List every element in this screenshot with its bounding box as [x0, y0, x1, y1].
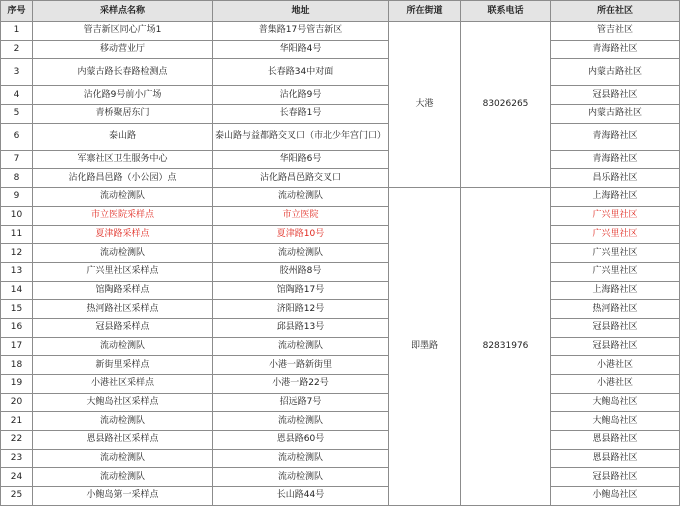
row-number-cell: 21 — [1, 412, 33, 431]
sampling-point-name-cell: 泰山路 — [33, 123, 213, 150]
address-cell: 长春路1号 — [213, 105, 389, 124]
community-cell: 昌乐路社区 — [551, 169, 680, 188]
table-row — [1, 431, 680, 450]
row-number-cell: 17 — [1, 337, 33, 356]
sampling-point-name-cell: 热河路社区采样点 — [33, 300, 213, 319]
street-cell: 大港 — [389, 22, 461, 188]
phone-cell: 83026265 — [461, 22, 551, 188]
community-cell: 小港社区 — [551, 375, 680, 394]
community-cell: 上海路社区 — [551, 281, 680, 300]
community-cell: 冠县路社区 — [551, 318, 680, 337]
sampling-point-name-cell: 流动检测队 — [33, 188, 213, 207]
row-number-cell: 12 — [1, 244, 33, 263]
sampling-point-name-cell: 流动检测队 — [33, 412, 213, 431]
address-cell: 流动检测队 — [213, 449, 389, 468]
phone-cell: 82831976 — [461, 188, 551, 506]
table-row — [1, 300, 680, 319]
row-number-cell: 4 — [1, 86, 33, 105]
address-cell: 沾化路9号 — [213, 86, 389, 105]
address-cell: 济阳路12号 — [213, 300, 389, 319]
row-number-cell: 14 — [1, 281, 33, 300]
sampling-point-name-cell: 内蒙古路长春路检测点 — [33, 59, 213, 86]
row-number-cell: 20 — [1, 393, 33, 412]
row-number-cell: 24 — [1, 468, 33, 487]
sampling-point-name-cell: 管吉新区同心广场1 — [33, 22, 213, 41]
row-number-cell: 23 — [1, 449, 33, 468]
table-row — [1, 468, 680, 487]
row-number-cell: 19 — [1, 375, 33, 394]
community-cell: 大鲍岛社区 — [551, 393, 680, 412]
address-cell: 流动检测队 — [213, 244, 389, 263]
table-row — [1, 123, 680, 150]
col-header-address: 地址 — [213, 1, 389, 22]
community-cell: 冠县路社区 — [551, 337, 680, 356]
row-number-cell: 3 — [1, 59, 33, 86]
table-row — [1, 449, 680, 468]
sampling-point-name-cell: 军寨社区卫生服务中心 — [33, 150, 213, 169]
row-number-cell: 11 — [1, 225, 33, 244]
sampling-point-name-cell: 大鲍岛社区采样点 — [33, 393, 213, 412]
community-cell: 广兴里社区 — [551, 244, 680, 263]
col-header-name: 采样点名称 — [33, 1, 213, 22]
table-row — [1, 22, 680, 41]
row-number-cell: 7 — [1, 150, 33, 169]
row-number-cell: 18 — [1, 356, 33, 375]
sampling-point-name-cell: 市立医院采样点 — [33, 206, 213, 225]
address-cell: 胶州路8号 — [213, 262, 389, 281]
col-header-phone: 联系电话 — [461, 1, 551, 22]
table-row — [1, 169, 680, 188]
sampling-point-name-cell: 新街里采样点 — [33, 356, 213, 375]
address-cell: 沾化路昌邑路交叉口 — [213, 169, 389, 188]
row-number-cell: 22 — [1, 431, 33, 450]
table-row — [1, 487, 680, 506]
sampling-point-name-cell: 馆陶路采样点 — [33, 281, 213, 300]
row-number-cell: 8 — [1, 169, 33, 188]
table-row — [1, 281, 680, 300]
address-cell: 市立医院 — [213, 206, 389, 225]
sampling-point-name-cell: 夏津路采样点 — [33, 225, 213, 244]
community-cell: 大鲍岛社区 — [551, 412, 680, 431]
header-row — [1, 1, 680, 22]
table-row — [1, 206, 680, 225]
sampling-point-name-cell: 流动检测队 — [33, 468, 213, 487]
sampling-point-name-cell: 青桥聚居东门 — [33, 105, 213, 124]
sampling-point-name-cell: 恩县路社区采样点 — [33, 431, 213, 450]
table-row — [1, 105, 680, 124]
sampling-point-name-cell: 沾化路9号前小广场 — [33, 86, 213, 105]
address-cell: 馆陶路17号 — [213, 281, 389, 300]
community-cell: 小鲍岛社区 — [551, 487, 680, 506]
community-cell: 广兴里社区 — [551, 225, 680, 244]
col-header-community: 所在社区 — [551, 1, 680, 22]
community-cell: 小港社区 — [551, 356, 680, 375]
community-cell: 冠县路社区 — [551, 86, 680, 105]
col-header-no: 序号 — [1, 1, 33, 22]
table-row — [1, 393, 680, 412]
table-row — [1, 150, 680, 169]
table-row — [1, 337, 680, 356]
community-cell: 内蒙古路社区 — [551, 105, 680, 124]
row-number-cell: 10 — [1, 206, 33, 225]
address-cell: 恩县路60号 — [213, 431, 389, 450]
row-number-cell: 9 — [1, 188, 33, 207]
address-cell: 长春路34中对面 — [213, 59, 389, 86]
community-cell: 恩县路社区 — [551, 449, 680, 468]
row-number-cell: 25 — [1, 487, 33, 506]
table-row — [1, 188, 680, 207]
community-cell: 青海路社区 — [551, 123, 680, 150]
sampling-point-name-cell: 冠县路采样点 — [33, 318, 213, 337]
address-cell: 邱县路13号 — [213, 318, 389, 337]
row-number-cell: 15 — [1, 300, 33, 319]
community-cell: 内蒙古路社区 — [551, 59, 680, 86]
sampling-point-name-cell: 小鲍岛第一采样点 — [33, 487, 213, 506]
address-cell: 华阳路6号 — [213, 150, 389, 169]
table-row — [1, 59, 680, 86]
address-cell: 流动检测队 — [213, 468, 389, 487]
address-cell: 小港一路新街里 — [213, 356, 389, 375]
community-cell: 热河路社区 — [551, 300, 680, 319]
address-cell: 流动检测队 — [213, 412, 389, 431]
community-cell: 青海路社区 — [551, 40, 680, 59]
sampling-point-name-cell: 流动检测队 — [33, 244, 213, 263]
table-row — [1, 356, 680, 375]
row-number-cell: 5 — [1, 105, 33, 124]
table-body — [1, 22, 680, 506]
row-number-cell: 6 — [1, 123, 33, 150]
sampling-point-name-cell: 流动检测队 — [33, 337, 213, 356]
table-row — [1, 262, 680, 281]
address-cell: 小港一路22号 — [213, 375, 389, 394]
community-cell: 恩县路社区 — [551, 431, 680, 450]
sampling-point-name-cell: 移动营业厅 — [33, 40, 213, 59]
address-cell: 泰山路与益都路交叉口（市北少年宫门口） — [213, 123, 389, 150]
sampling-point-name-cell: 广兴里社区采样点 — [33, 262, 213, 281]
col-header-street: 所在街道 — [389, 1, 461, 22]
community-cell: 管吉社区 — [551, 22, 680, 41]
community-cell: 冠县路社区 — [551, 468, 680, 487]
row-number-cell: 13 — [1, 262, 33, 281]
sampling-point-name-cell: 流动检测队 — [33, 449, 213, 468]
street-cell: 即墨路 — [389, 188, 461, 506]
row-number-cell: 1 — [1, 22, 33, 41]
table-row — [1, 225, 680, 244]
community-cell: 上海路社区 — [551, 188, 680, 207]
address-cell: 招远路7号 — [213, 393, 389, 412]
address-cell: 流动检测队 — [213, 337, 389, 356]
table-row — [1, 40, 680, 59]
row-number-cell: 2 — [1, 40, 33, 59]
address-cell: 流动检测队 — [213, 188, 389, 207]
table-row — [1, 375, 680, 394]
address-cell: 华阳路4号 — [213, 40, 389, 59]
table-row — [1, 244, 680, 263]
sampling-point-name-cell: 小港社区采样点 — [33, 375, 213, 394]
community-cell: 广兴里社区 — [551, 206, 680, 225]
address-cell: 普集路17号管吉新区 — [213, 22, 389, 41]
row-number-cell: 16 — [1, 318, 33, 337]
sampling-point-name-cell: 沾化路昌邑路（小公园）点 — [33, 169, 213, 188]
community-cell: 青海路社区 — [551, 150, 680, 169]
table-row — [1, 412, 680, 431]
table-row — [1, 318, 680, 337]
address-cell: 夏津路10号 — [213, 225, 389, 244]
community-cell: 广兴里社区 — [551, 262, 680, 281]
table-row — [1, 86, 680, 105]
address-cell: 长山路44号 — [213, 487, 389, 506]
